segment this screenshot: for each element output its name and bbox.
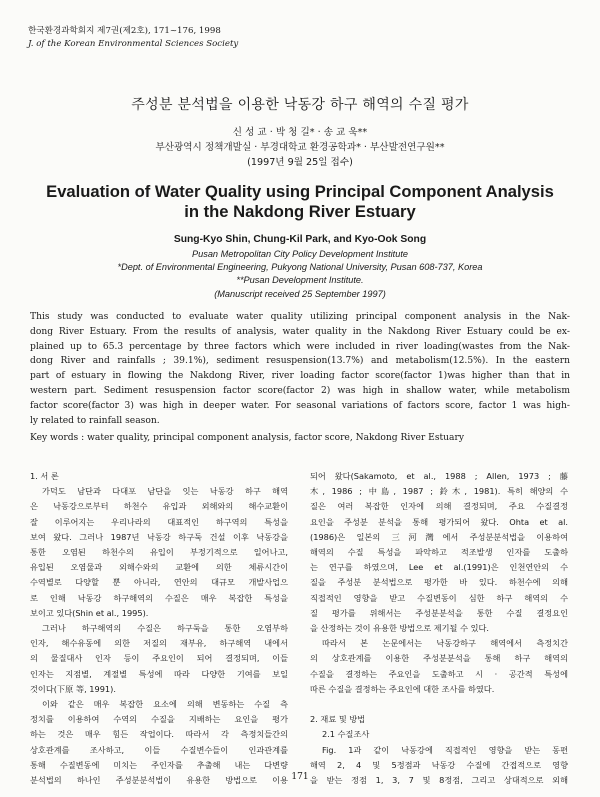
body-line: 인자는 지점별, 계절별 특성에 따라 다양한 기여를 보일 — [30, 668, 288, 679]
body-line: 해역의 수질 특성을 파악하고 적조발생 인자를 도출하 — [310, 547, 568, 558]
body-line: 질은 여러 복잡한 인자에 의해 결정되며, 주요 수질결정 — [310, 501, 568, 512]
body-left-column — [30, 469, 288, 788]
subsection-heading-water-survey: 2.1 수질조사 — [322, 729, 370, 740]
body-line: 는 연구를 하였으며, Lee et al.(1991)은 인천연안의 수 — [310, 562, 568, 573]
body-line: 통해 수질변동에 미치는 주인자를 추출해 내는 다변량 — [30, 759, 288, 770]
body-line: 이와 같은 매우 복잡한 요소에 의해 변동하는 수질 측 — [42, 699, 288, 710]
body-line: 을 산정하는 것이 유용한 방법으로 제기될 수 있다. — [310, 623, 490, 634]
body-line: 가덕도 남단과 다대포 남단을 잇는 낙동강 하구 해역 — [42, 486, 288, 497]
body-line: (1986)은 일본의 三河灣에서 주성분분석법을 이용하여 — [310, 531, 568, 542]
abstract-line: part of estuary in flowing the Nakdong River, river loading factor score(factor 1)was higher than that in — [30, 371, 570, 382]
english-authors: Sung-Kyo Shin, Chung-Kil Park, and Kyo-Ook Song — [173, 234, 427, 245]
body-line: 해역 2, 4 및 5정점과 낙동강 수질에 간접적으로 영향 — [310, 759, 568, 770]
body-line: 보여 왔다. 그러나 1987년 낙동강 하구둑 건설 이후 낙동강을 — [30, 531, 288, 542]
abstract-line: western part. Sediment resuspension factor score(factor 2) was high in shallow water, while metabolism — [30, 385, 570, 396]
body-line: 상호관계를 조사하고, 이들 수질변수들이 인과관계를 — [30, 744, 288, 755]
body-line: 질을 주성분 분석법으로 평가한 바 있다. 하천수에 의해 — [310, 577, 568, 588]
manuscript-received: (Manuscript received 25 September 1997) — [214, 289, 386, 299]
body-line: 은 낙동강으로부터 하천수 유입과 외해와의 해수교환이 — [30, 501, 288, 512]
english-affiliation-2: *Dept. of Environmental Engineering, Pukyong National University, Pusan 608-737, Korea — [117, 262, 483, 272]
body-line: 로 인해 낙동강 하구해역의 수질은 매우 복잡한 특성을 — [30, 592, 288, 603]
english-affiliation-1: Pusan Metropolitan City Policy Development Institute — [191, 249, 408, 259]
body-line: 木, 1986 ; 中島, 1987 ; 鈴木, 1981). 특히 해양의 수 — [310, 486, 568, 497]
body-right-column — [310, 469, 568, 788]
body-line: 되어 왔다(Sakamoto, et al., 1988 ; Allen, 1973 ; 藤 — [310, 471, 568, 481]
english-title-line1: Evaluation of Water Quality using Principal Component Analysis — [46, 182, 554, 201]
abstract-line: plained up to 65.3 percentage by three factors which were included in river loading(wastes from the Nak- — [30, 341, 570, 352]
body-line: Fig. 1과 같이 낙동강에 직접적인 영향을 받는 동편 — [322, 744, 568, 755]
abstract-line: dong River and rainfalls ; 39.1%), sediment resuspension(13.7%) and metabolism(12.5%). In the eastern — [30, 356, 570, 367]
journal-citation: 한국환경과학회지 제7권(제2호), 171~176, 1998 — [28, 26, 221, 36]
body-line: 보이고 있다(Shin et al., 1995). — [30, 607, 149, 618]
body-line: 통한 오염된 하천수의 유입이 부정기적으로 일어나고, — [30, 547, 288, 558]
body-line: 인자, 해수유동에 의한 저질의 재부유, 하구해역 내에서 — [30, 638, 288, 649]
body-line: 그러나 하구해역의 수질은 하구둑을 통한 오염부하 — [42, 623, 288, 634]
blank-line — [310, 697, 568, 712]
keywords: Key words : water quality, principal component analysis, factor score, Nakdong River Estuary — [30, 433, 464, 443]
english-title-line2: in the Nakdong River Estuary — [184, 202, 416, 221]
body-line: 분석법의 하나인 주성분분석법이 유용한 방법으로 이용 — [30, 775, 288, 786]
body-line: 질 평가를 위해서는 주성분분석을 통한 수질 결정요인 — [310, 607, 568, 618]
english-affiliation-3: **Pusan Development Institute. — [236, 275, 364, 285]
body-line: 요인을 주성분 분석을 통해 평가되어 왔다. Ohta et al. — [310, 516, 568, 527]
korean-title: 주성분 분석법을 이용한 낙동강 하구 해역의 수질 평가 — [131, 97, 469, 113]
body-line: 의 상호관계를 이용한 주성분분석을 통해 하구 해역의 — [310, 653, 568, 664]
body-line: 의 물질대사 인자 등이 주요인이 되어 결정되며, 이들 — [30, 653, 288, 664]
abstract-line: factor score(factor 3) was high in deeper water. For seasonal variations of factors score, factor 1 was high- — [30, 400, 570, 411]
abstract-line: This study was conducted to evaluate water quality utilizing principal component analysis in the Nak- — [30, 312, 570, 322]
abstract-line: ly related to rainfall season. — [30, 415, 160, 426]
body-line: 유입된 오염물과 외해수와의 교환에 의한 체류시간이 — [30, 562, 288, 573]
body-line: 수질을 결정하는 주요인을 도출하고 시 · 공간적 특성에 — [310, 668, 568, 679]
korean-authors: 신 성 교 · 박 청 길* · 송 교 욱** — [232, 127, 368, 138]
page-number: 171 — [291, 772, 309, 782]
section-heading-methods: 2. 재료 및 방법 — [310, 714, 366, 725]
body-line: 것이다(下原 等, 1991). — [30, 683, 116, 694]
body-line: 따른 수질을 결정하는 주요인에 대한 조사를 하였다. — [310, 683, 495, 694]
body-line: 잘 이루어지는 우리나라의 대표적인 하구역의 특성을 — [30, 516, 288, 527]
body-line: 수역별로 다양할 뿐 아니라, 연안의 대규모 개발사업으 — [30, 577, 288, 588]
body-line: 하는 것은 매우 힘든 작업이다. 따라서 각 측정치들간의 — [30, 729, 288, 740]
abstract — [30, 310, 570, 428]
abstract-line: dong River Estuary. From the results of analysis, water quality in the Nakdong River Estuary could be ex- — [30, 326, 570, 337]
body-line: 을 받는 정점 1, 3, 7 및 8정점, 그리고 상대적으로 외해 — [310, 775, 568, 786]
body-line: 따라서 본 논문에서는 낙동강하구 해역에서 측정치간 — [322, 638, 568, 649]
korean-affiliations: 부산광역시 정책개발실 · 부경대학교 환경공학과* · 부산발전연구원** — [155, 142, 445, 153]
journal-name: J. of the Korean Environmental Sciences Society — [28, 39, 239, 49]
korean-received: (1997년 9월 25일 접수) — [247, 157, 353, 168]
body-line: 정치를 이용하여 수역의 수질을 지배하는 요인을 평가 — [30, 714, 288, 725]
body-line: 직접적인 영향을 받고 수질변동이 심한 하구 해역의 수 — [310, 592, 568, 603]
section-heading-introduction: 1. 서 론 — [30, 471, 59, 481]
